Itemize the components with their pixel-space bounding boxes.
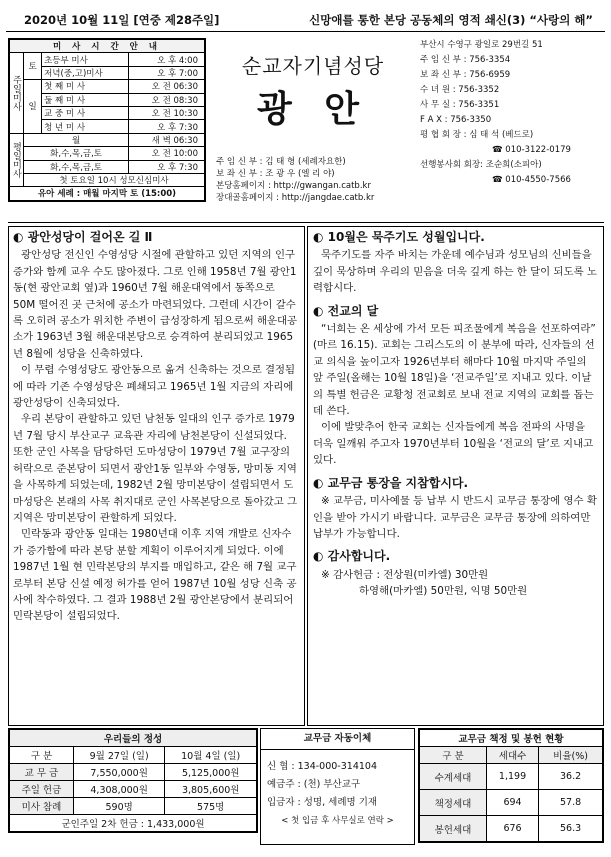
social-phone: ☎ 010-4550-7566 xyxy=(492,175,571,185)
divider xyxy=(8,222,604,224)
phone-line: 수 녀 원 : 756-3352 xyxy=(420,85,500,95)
transfer-line: 예금주 : (천) 부산교구 xyxy=(267,779,361,790)
weekday-time: 오 후 7:30 xyxy=(129,160,205,173)
cell: 575명 xyxy=(165,798,257,815)
cell: 4,308,000원 xyxy=(73,781,165,798)
thanks-line: 하영해(마카엘) 50만원, 익명 50만원 xyxy=(359,585,528,598)
weekday-name: 화,수,목,금,토 xyxy=(24,147,129,160)
staff-list xyxy=(216,156,374,204)
cell: 3,805,600원 xyxy=(165,781,257,798)
mission-title: ◐ 전교의 달 xyxy=(313,303,379,318)
mass-time: 오 후 4:00 xyxy=(129,53,205,66)
announcements xyxy=(307,226,604,726)
col-header: 9월 27일 (일) xyxy=(73,747,165,764)
mass-time: 오 후 7:30 xyxy=(129,120,205,133)
cell: 36.2 xyxy=(539,764,603,790)
cell: 5,125,000원 xyxy=(165,764,257,781)
col-header: 구 분 xyxy=(420,747,487,764)
history-paragraph: 우리 본당이 관할하고 있던 남천동 일대의 인구 증가로 1979년 7월 당시 부산교구 교육관 자리에 남천본당이 신설되었다. 또한 군인 사목을 담당하던 도마성당이 1979년 7월 교구장의 허락으로 준본당이 되면서 광안1동 일부와 수영동, 망미동 지역을 사목하게 되었는데, 1982년 2월 망미본당이 설립되면서 도마성당은 본래의 사목 취지대로 군인 사목본당으로 돌아갔고 그 지역은 망미본당이 관할하게 되었다. xyxy=(13,413,298,524)
council-phone: ☎ 010-3122-0179 xyxy=(492,145,571,155)
row-label: 교 무 금 xyxy=(10,764,74,781)
row-label: 책정세대 xyxy=(420,790,487,816)
mass-time: 오 전 06:30 xyxy=(129,80,205,93)
first-saturday-note: 첫 토요일 10시 성모신심미사 xyxy=(24,173,205,186)
tithe-title: 교무금 책정 및 봉헌 현황 xyxy=(420,730,603,747)
bulletin-header xyxy=(6,8,605,32)
cell: 1,199 xyxy=(486,764,538,790)
cell: 57.8 xyxy=(539,790,603,816)
mass-name: 청 년 미 사 xyxy=(42,120,129,133)
schedule-title: 미 사 시 간 안 내 xyxy=(10,40,205,53)
weekday-name: 월 xyxy=(24,133,129,146)
sunday-label: 일 xyxy=(24,80,42,134)
row-label: 미사 참례 xyxy=(10,798,74,815)
assistant-line: 보 좌 신 부 : 조 광 우 (엘 리 야) xyxy=(216,169,335,179)
tithe-status-table xyxy=(418,728,604,843)
row-label: 봉헌세대 xyxy=(420,816,487,842)
jangdae-homepage-link[interactable]: 장대골홈페이지 : http://jangdae.catb.kr xyxy=(216,193,375,203)
parish-name: 광 안 xyxy=(256,88,370,130)
mass-time: 오 전 08:30 xyxy=(129,93,205,106)
history-paragraph: 민락동과 광안동 일대는 1980년대 이후 지역 개발로 신자수가 증가함에 따라 본당 분할 계획이 이루어지게 되었다. 이에 1987년 1월 현 민락본당의 부지를 매입하고, 같은 해 7월 교구로부터 본당 신설 예정 허가를 얻어 1987년 10월 성당 신축 공사에 착수하였다. 그 결과 1988년 2월 광안본당에서 분리되어 민락본당이 설립되었다. xyxy=(13,528,297,623)
sunday-mass-label: 주일미사 xyxy=(10,53,24,133)
year-theme: 신망애를 통한 본당 공동체의 영적 쇄신(3) “사랑의 해” xyxy=(309,13,593,27)
saturday-label: 토 xyxy=(24,53,42,80)
offering-title: 우리들의 정성 xyxy=(10,730,257,747)
parish-subtitle: 순교자기념성당 xyxy=(241,54,385,78)
parish-identity xyxy=(212,38,412,214)
phone-line: 주 임 신 부 : 756-3354 xyxy=(420,55,511,65)
baptism-note: 유아 세례 : 매월 마지막 토 (15:00) xyxy=(10,187,205,200)
weekday-name: 화,수,목,금,토 xyxy=(24,160,129,173)
passbook-title: ◐ 교무금 통장을 지참합시다. xyxy=(313,475,469,490)
fax-line: F A X : 756-3350 xyxy=(420,115,492,125)
transfer-line: 입금자 : 성명, 세례명 기재 xyxy=(267,797,378,808)
rosary-text: 묵주기도를 자주 바치는 가운데 예수님과 성모님의 신비들을 깊이 묵상하며 우리의 믿음을 더욱 깊게 하는 한 달이 되도록 노력합시다. xyxy=(313,249,597,295)
thanks-line: ※ 감사헌금 : 전상원(미카엘) 30만원 xyxy=(321,568,489,581)
mass-name: 저녁(중,고)미사 xyxy=(42,66,129,79)
history-paragraph: 이 무렵 수영성당도 광안동으로 옮겨 신축하는 것으로 결정됨에 따라 기존 수영성당은 폐쇄되고 1965년 1월 지금의 자리에 광안성당이 신축되었다. xyxy=(13,364,296,410)
military-sunday-offering: 군인주일 2차 헌금 : 1,433,000원 xyxy=(10,815,257,832)
weekday-time: 오 전 10:00 xyxy=(129,147,205,160)
address: 부산시 수영구 광일로 29번길 51 xyxy=(420,40,543,50)
mission-text: 이에 발맞추어 한국 교회는 신자들에게 복음 전파의 사명을 더욱 일깨워 주고자 1970년부터 10월을 ‘전교의 달’로 지내고 있다. xyxy=(313,421,594,467)
row-label: 주일 헌금 xyxy=(10,781,74,798)
phone-line: 사 무 실 : 756-3351 xyxy=(420,100,500,110)
transfer-note: < 첫 입금 후 사무실로 연락 > xyxy=(281,816,394,826)
col-header: 세대수 xyxy=(486,747,538,764)
row-label: 수계세대 xyxy=(420,764,487,790)
cell: 56.3 xyxy=(539,816,603,842)
social-president: 선행봉사회 회장: 조순희(소피아) xyxy=(420,160,542,170)
pastor-line: 주 임 신 부 : 김 태 형 (세례자요한) xyxy=(216,157,346,167)
mission-text: “너희는 온 세상에 가서 모든 피조물에게 복음을 선포하여라” (마르 16.15). 교회는 그리스도의 이 분부에 따라, 신자들의 선교 의식을 높이고자 1926년부터 해마다 10월 마지막 주일의 앞 주일(올해는 10월 18일)을 ‘전교주일’로 지내고 있다. 이날의 특별 헌금은 교황청 전교회로 보내 전교 지역의 교회를 돕는 데 쓴다. xyxy=(313,323,596,418)
cell: 676 xyxy=(486,816,538,842)
phone-line: 보 좌 신 부 : 756-6959 xyxy=(420,70,511,80)
cell: 7,550,000원 xyxy=(73,764,165,781)
passbook-text: ※ 교무금, 미사예물 등 납부 시 반드시 교무금 통장에 영수 확인을 받아 가시기 바랍니다. 교무금은 교무금 통장에 의하여만 납부가 가능합니다. xyxy=(313,495,597,540)
thanks-title: ◐ 감사합니다. xyxy=(313,549,391,564)
mass-schedule-table xyxy=(8,38,206,202)
weekday-time: 새 벽 06:30 xyxy=(129,133,205,146)
history-title: ◐ 광안성당이 걸어온 길 Ⅱ xyxy=(13,230,153,244)
weekday-mass-label: 평일미사 xyxy=(10,133,24,187)
offering-table xyxy=(8,728,258,833)
history-article xyxy=(8,226,305,726)
rosary-title: ◐ 10월은 묵주기도 성월입니다. xyxy=(313,230,485,244)
mass-name: 초등부 미사 xyxy=(42,53,129,66)
mass-name: 교 중 미 사 xyxy=(42,106,129,119)
issue-date: 2020년 10월 11일 [연중 제28주일] xyxy=(24,13,220,27)
auto-transfer-box xyxy=(260,728,415,845)
col-header: 구 분 xyxy=(10,747,74,764)
history-paragraph: 광안성당 전신인 수영성당 시절에 관할하고 있던 지역의 인구 증가와 함께 교우 수도 많아졌다. 그로 인해 1958년 7월 광안1동(현 광안교회 옆)과 1960년 7월 해운대역에서 동쪽으로 50M 떨어진 곳 근처에 공소가 마련되었다. 그런데 시간이 갈수록 오히려 공소가 위치한 주변이 급성장하게 됨으로써 해운대공소가 1963년 3월 해운대본당으로 승격하여 분리되었고 1965년 8월에 성당을 신축하였다. xyxy=(13,249,298,360)
transfer-line: 신 협 : 134-000-314104 xyxy=(267,761,378,772)
cell: 590명 xyxy=(73,798,165,815)
council-president: 평 협 회 장 : 심 태 석 (베드로) xyxy=(420,130,534,140)
contact-info xyxy=(420,38,604,188)
mass-time: 오 후 7:00 xyxy=(129,66,205,79)
cell: 694 xyxy=(486,790,538,816)
transfer-title: 교무금 자동이체 xyxy=(261,729,414,750)
col-header: 비율(%) xyxy=(539,747,603,764)
homepage-link[interactable]: 본당홈페이지 : http://gwangan.catb.kr xyxy=(216,181,371,191)
mass-time: 오 전 10:30 xyxy=(129,106,205,119)
mass-name: 첫 째 미 사 xyxy=(42,80,129,93)
mass-name: 둘 째 미 사 xyxy=(42,93,129,106)
col-header: 10월 4일 (일) xyxy=(165,747,257,764)
